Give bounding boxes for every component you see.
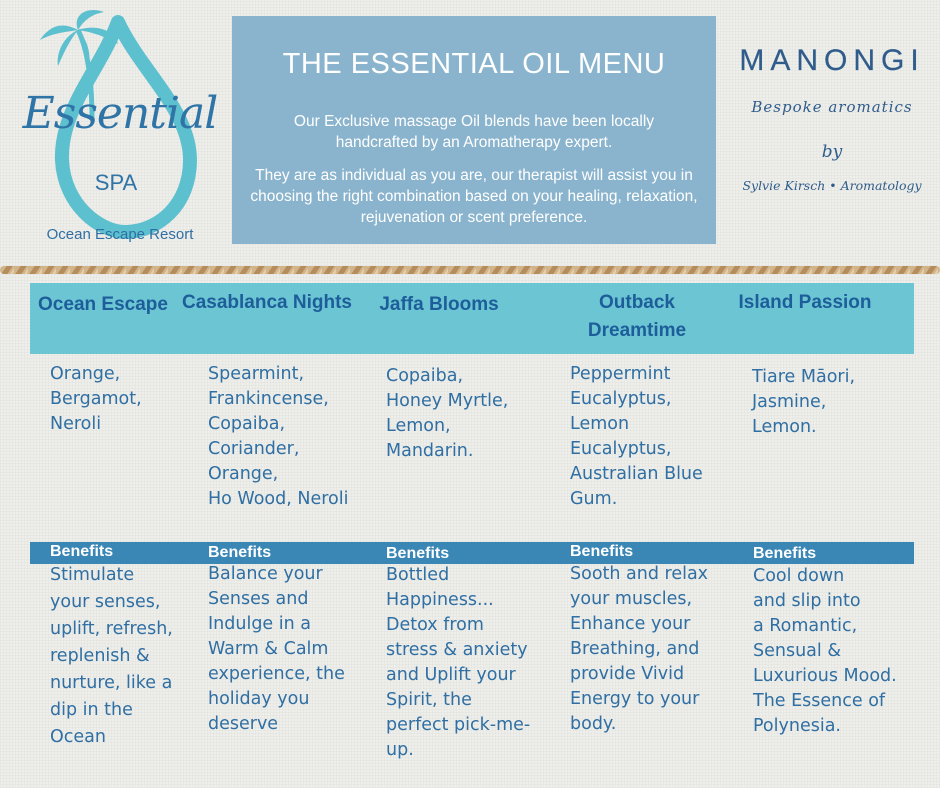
benefits-jaffa-blooms: Bottled Happiness... Detox from stress & anxiety and Uplift your Spirit, the perfect pick-me- up. (386, 565, 531, 760)
oils-jaffa-blooms: Copaiba, Honey Myrtle, Lemon, Mandarin. (386, 366, 509, 461)
essential-spa-logo (0, 0, 232, 258)
brand-block (724, 18, 940, 246)
benefits-outback-dreamtime: Sooth and relax your muscles, Enhance your Breathing, and provide Vivid Energy to your body. (570, 564, 709, 734)
logo-script-text: Essential (22, 88, 218, 139)
brand-tagline: Bespoke aromatics (751, 98, 913, 116)
benefits-ocean-escape: Stimulate your senses, uplift, refresh, replenish & nurture, like a dip in the Ocean (50, 565, 173, 747)
intro-panel (232, 16, 716, 244)
oils-ocean-escape: Orange, Bergamot, Neroli (50, 364, 142, 434)
brand-by: by (821, 142, 843, 162)
blend-names-band (30, 283, 914, 354)
blend-name-casablanca-nights: Casablanca Nights (182, 292, 352, 313)
oils-outback-dreamtime: Peppermint Eucalyptus, Lemon Eucalyptus, Australian Blue Gum. (570, 364, 703, 509)
benefits-label-island-passion: Benefits (753, 545, 817, 562)
brand-name: MANONGI (739, 44, 925, 77)
blend-name-outback-dreamtime: Outback Dreamtime (587, 292, 687, 341)
blend-name-jaffa-blooms: Jaffa Blooms (379, 294, 499, 315)
menu-title: THE ESSENTIAL OIL MENU (282, 48, 666, 80)
benefits-label-casablanca-nights: Benefits (208, 544, 272, 561)
oils-island-passion: Tiare Māori, Jasmine, Lemon. (752, 367, 856, 437)
brand-author: Sylvie Kirsch • Aromatology (742, 178, 922, 193)
oils-casablanca-nights: Spearmint, Frankincense, Copaiba, Coriander, Orange, Ho Wood, Neroli (208, 364, 349, 509)
intro-paragraph-2: They are as individual as you are, our therapist will assist you in choosing the right combination based on your healing, relaxation, rejuvenation or scent preference. (250, 167, 698, 226)
logo-spa-text: SPA (94, 170, 138, 195)
benefits-island-passion: Cool down and slip into a Romantic, Sensual & Luxurious Mood. The Essence of Polynesia. (753, 566, 897, 736)
benefits-label-outback-dreamtime: Benefits (570, 543, 634, 560)
benefits-casablanca-nights: Balance your Senses and Indulge in a Warm & Calm experience, the holiday you deserve (208, 564, 345, 734)
rope-divider (0, 264, 940, 276)
logo-subtitle: Ocean Escape Resort (46, 226, 194, 243)
blend-name-island-passion: Island Passion (738, 292, 872, 313)
benefits-label-jaffa-blooms: Benefits (386, 545, 450, 562)
intro-paragraph-1: Our Exclusive massage Oil blends have been locally handcrafted by an Aromatherapy expert. (293, 113, 655, 151)
blend-name-ocean-escape: Ocean Escape (38, 294, 168, 315)
benefits-label-ocean-escape: Benefits (50, 543, 114, 560)
